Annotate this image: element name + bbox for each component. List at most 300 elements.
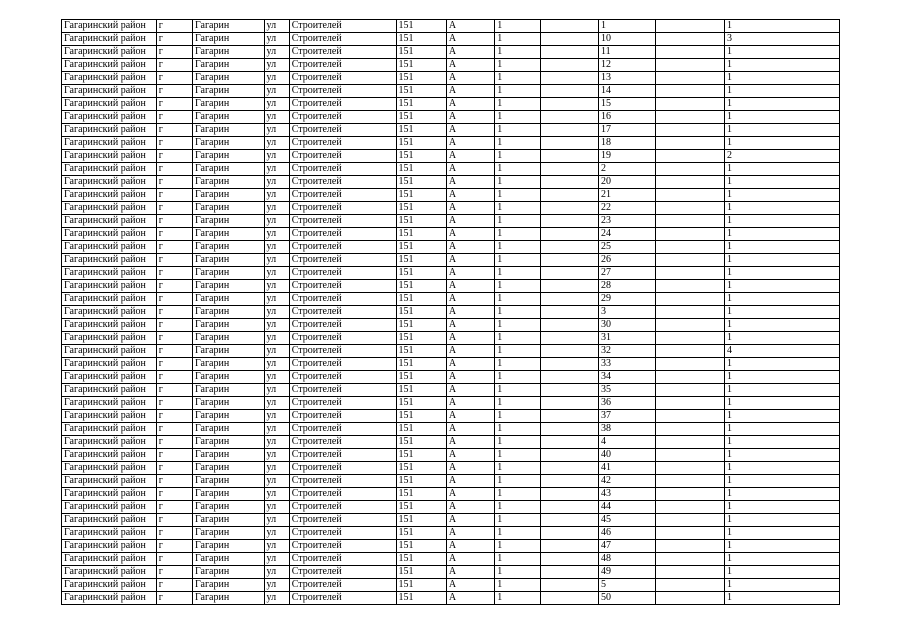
cell-c8: 1	[495, 475, 540, 488]
cell-c9	[540, 540, 598, 553]
cell-count: 1	[725, 410, 840, 423]
cell-c6: 151	[396, 46, 446, 59]
cell-c6: 151	[396, 33, 446, 46]
cell-city-type: г	[156, 85, 192, 98]
cell-c8: 1	[495, 72, 540, 85]
cell-street-type: ул	[264, 306, 289, 319]
cell-c9	[540, 410, 598, 423]
cell-street: Строителей	[289, 33, 396, 46]
cell-c7: А	[446, 280, 494, 293]
cell-c8: 1	[495, 202, 540, 215]
cell-c11	[656, 488, 725, 501]
table-row	[62, 449, 840, 462]
cell-city-type: г	[156, 124, 192, 137]
cell-c7: А	[446, 319, 494, 332]
cell-house: 46	[599, 527, 656, 540]
cell-street: Строителей	[289, 462, 396, 475]
cell-c11	[656, 306, 725, 319]
cell-city-type: г	[156, 20, 192, 33]
cell-house: 2	[599, 163, 656, 176]
cell-house: 13	[599, 72, 656, 85]
cell-c9	[540, 527, 598, 540]
cell-c7: А	[446, 254, 494, 267]
cell-street-type: ул	[264, 527, 289, 540]
cell-city: Гагарин	[192, 46, 264, 59]
table-row	[62, 358, 840, 371]
cell-street: Строителей	[289, 371, 396, 384]
cell-c8: 1	[495, 566, 540, 579]
cell-house: 45	[599, 514, 656, 527]
cell-c8: 1	[495, 579, 540, 592]
cell-street-type: ул	[264, 85, 289, 98]
cell-c7: А	[446, 514, 494, 527]
cell-count: 1	[725, 332, 840, 345]
cell-c6: 151	[396, 514, 446, 527]
cell-street: Строителей	[289, 475, 396, 488]
cell-count: 1	[725, 254, 840, 267]
cell-city-type: г	[156, 319, 192, 332]
cell-street-type: ул	[264, 579, 289, 592]
cell-c7: А	[446, 306, 494, 319]
cell-street: Строителей	[289, 332, 396, 345]
cell-c7: А	[446, 98, 494, 111]
cell-c8: 1	[495, 293, 540, 306]
cell-house: 44	[599, 501, 656, 514]
cell-city: Гагарин	[192, 33, 264, 46]
cell-street-type: ул	[264, 59, 289, 72]
cell-street-type: ул	[264, 33, 289, 46]
cell-c7: А	[446, 293, 494, 306]
cell-street-type: ул	[264, 163, 289, 176]
cell-city: Гагарин	[192, 98, 264, 111]
table-row	[62, 319, 840, 332]
cell-c8: 1	[495, 592, 540, 605]
cell-house: 14	[599, 85, 656, 98]
cell-district: Гагаринский район	[62, 111, 157, 124]
cell-city-type: г	[156, 501, 192, 514]
cell-count: 1	[725, 137, 840, 150]
cell-c8: 1	[495, 384, 540, 397]
table-row	[62, 33, 840, 46]
table-row	[62, 46, 840, 59]
cell-c6: 151	[396, 592, 446, 605]
cell-house: 18	[599, 137, 656, 150]
cell-house: 34	[599, 371, 656, 384]
table-row	[62, 280, 840, 293]
cell-street-type: ул	[264, 111, 289, 124]
cell-c9	[540, 72, 598, 85]
table-row	[62, 176, 840, 189]
cell-city: Гагарин	[192, 527, 264, 540]
cell-c6: 151	[396, 488, 446, 501]
cell-street-type: ул	[264, 215, 289, 228]
cell-count: 1	[725, 436, 840, 449]
cell-c11	[656, 202, 725, 215]
cell-c9	[540, 423, 598, 436]
cell-c9	[540, 176, 598, 189]
cell-c9	[540, 553, 598, 566]
table-row	[62, 423, 840, 436]
cell-street-type: ул	[264, 371, 289, 384]
cell-district: Гагаринский район	[62, 345, 157, 358]
cell-city-type: г	[156, 111, 192, 124]
cell-c11	[656, 228, 725, 241]
cell-c9	[540, 228, 598, 241]
cell-city-type: г	[156, 254, 192, 267]
cell-c6: 151	[396, 137, 446, 150]
cell-city: Гагарин	[192, 540, 264, 553]
cell-c7: А	[446, 410, 494, 423]
cell-house: 4	[599, 436, 656, 449]
cell-c8: 1	[495, 228, 540, 241]
table-row	[62, 488, 840, 501]
cell-c9	[540, 137, 598, 150]
table-row	[62, 20, 840, 33]
cell-c6: 151	[396, 319, 446, 332]
cell-district: Гагаринский район	[62, 306, 157, 319]
cell-city: Гагарин	[192, 293, 264, 306]
cell-c11	[656, 59, 725, 72]
cell-c6: 151	[396, 397, 446, 410]
cell-c11	[656, 371, 725, 384]
cell-street: Строителей	[289, 150, 396, 163]
table-row	[62, 293, 840, 306]
cell-c6: 151	[396, 540, 446, 553]
cell-c11	[656, 189, 725, 202]
cell-c7: А	[446, 540, 494, 553]
cell-c6: 151	[396, 475, 446, 488]
cell-district: Гагаринский район	[62, 228, 157, 241]
cell-street: Строителей	[289, 124, 396, 137]
table-row	[62, 384, 840, 397]
cell-c6: 151	[396, 371, 446, 384]
cell-c9	[540, 215, 598, 228]
cell-c6: 151	[396, 423, 446, 436]
cell-district: Гагаринский район	[62, 280, 157, 293]
cell-c7: А	[446, 345, 494, 358]
cell-c7: А	[446, 215, 494, 228]
cell-c7: А	[446, 150, 494, 163]
cell-house: 43	[599, 488, 656, 501]
cell-c11	[656, 111, 725, 124]
cell-city-type: г	[156, 189, 192, 202]
cell-city-type: г	[156, 371, 192, 384]
cell-c7: А	[446, 241, 494, 254]
cell-c6: 151	[396, 85, 446, 98]
cell-c9	[540, 150, 598, 163]
cell-c9	[540, 85, 598, 98]
cell-c7: А	[446, 462, 494, 475]
cell-c11	[656, 150, 725, 163]
cell-city: Гагарин	[192, 384, 264, 397]
cell-c11	[656, 176, 725, 189]
table-row	[62, 98, 840, 111]
cell-street-type: ул	[264, 20, 289, 33]
cell-c11	[656, 423, 725, 436]
cell-c7: А	[446, 358, 494, 371]
cell-c11	[656, 436, 725, 449]
cell-street: Строителей	[289, 319, 396, 332]
cell-c9	[540, 449, 598, 462]
cell-street-type: ул	[264, 475, 289, 488]
cell-street-type: ул	[264, 293, 289, 306]
cell-city-type: г	[156, 423, 192, 436]
cell-street: Строителей	[289, 345, 396, 358]
cell-c11	[656, 410, 725, 423]
cell-city-type: г	[156, 215, 192, 228]
cell-street-type: ул	[264, 423, 289, 436]
cell-c8: 1	[495, 514, 540, 527]
cell-c7: А	[446, 423, 494, 436]
cell-city-type: г	[156, 137, 192, 150]
cell-city-type: г	[156, 527, 192, 540]
cell-c7: А	[446, 137, 494, 150]
cell-district: Гагаринский район	[62, 33, 157, 46]
cell-c7: А	[446, 371, 494, 384]
cell-c8: 1	[495, 397, 540, 410]
cell-street: Строителей	[289, 98, 396, 111]
cell-c9	[540, 371, 598, 384]
cell-count: 1	[725, 306, 840, 319]
table-row	[62, 163, 840, 176]
table-row	[62, 189, 840, 202]
cell-c11	[656, 85, 725, 98]
cell-c8: 1	[495, 163, 540, 176]
cell-city: Гагарин	[192, 345, 264, 358]
cell-c11	[656, 358, 725, 371]
cell-count: 1	[725, 488, 840, 501]
cell-city: Гагарин	[192, 215, 264, 228]
cell-street: Строителей	[289, 514, 396, 527]
cell-count: 1	[725, 163, 840, 176]
cell-house: 21	[599, 189, 656, 202]
cell-street-type: ул	[264, 319, 289, 332]
cell-count: 1	[725, 384, 840, 397]
cell-c9	[540, 111, 598, 124]
cell-count: 3	[725, 33, 840, 46]
cell-c7: А	[446, 59, 494, 72]
cell-c7: А	[446, 267, 494, 280]
cell-c7: А	[446, 124, 494, 137]
cell-house: 33	[599, 358, 656, 371]
cell-house: 50	[599, 592, 656, 605]
cell-c11	[656, 553, 725, 566]
cell-c7: А	[446, 202, 494, 215]
cell-count: 1	[725, 176, 840, 189]
cell-street-type: ул	[264, 176, 289, 189]
cell-c8: 1	[495, 267, 540, 280]
table-row	[62, 475, 840, 488]
cell-c6: 151	[396, 332, 446, 345]
cell-house: 31	[599, 332, 656, 345]
cell-c7: А	[446, 332, 494, 345]
cell-c6: 151	[396, 176, 446, 189]
cell-city: Гагарин	[192, 514, 264, 527]
cell-house: 23	[599, 215, 656, 228]
cell-city-type: г	[156, 72, 192, 85]
cell-count: 1	[725, 423, 840, 436]
cell-district: Гагаринский район	[62, 254, 157, 267]
cell-district: Гагаринский район	[62, 449, 157, 462]
cell-district: Гагаринский район	[62, 410, 157, 423]
cell-c8: 1	[495, 254, 540, 267]
cell-city-type: г	[156, 540, 192, 553]
cell-district: Гагаринский район	[62, 397, 157, 410]
cell-district: Гагаринский район	[62, 514, 157, 527]
cell-city-type: г	[156, 579, 192, 592]
cell-house: 1	[599, 20, 656, 33]
cell-c8: 1	[495, 462, 540, 475]
cell-district: Гагаринский район	[62, 124, 157, 137]
table-row	[62, 566, 840, 579]
cell-c11	[656, 384, 725, 397]
table-row	[62, 371, 840, 384]
cell-street-type: ул	[264, 501, 289, 514]
cell-c7: А	[446, 111, 494, 124]
cell-count: 1	[725, 215, 840, 228]
cell-street-type: ул	[264, 241, 289, 254]
cell-count: 1	[725, 46, 840, 59]
cell-c7: А	[446, 20, 494, 33]
cell-c7: А	[446, 488, 494, 501]
cell-house: 10	[599, 33, 656, 46]
table-row	[62, 514, 840, 527]
cell-c8: 1	[495, 189, 540, 202]
table-row	[62, 137, 840, 150]
cell-city-type: г	[156, 280, 192, 293]
cell-c8: 1	[495, 46, 540, 59]
cell-street-type: ул	[264, 397, 289, 410]
cell-count: 1	[725, 501, 840, 514]
cell-district: Гагаринский район	[62, 46, 157, 59]
cell-c6: 151	[396, 293, 446, 306]
cell-c8: 1	[495, 306, 540, 319]
table-row	[62, 579, 840, 592]
cell-city-type: г	[156, 592, 192, 605]
cell-street: Строителей	[289, 176, 396, 189]
cell-city: Гагарин	[192, 332, 264, 345]
cell-c11	[656, 280, 725, 293]
cell-count: 1	[725, 280, 840, 293]
cell-c6: 151	[396, 527, 446, 540]
cell-district: Гагаринский район	[62, 98, 157, 111]
cell-street: Строителей	[289, 202, 396, 215]
cell-city: Гагарин	[192, 150, 264, 163]
cell-street: Строителей	[289, 488, 396, 501]
cell-c9	[540, 59, 598, 72]
cell-c9	[540, 189, 598, 202]
cell-c11	[656, 397, 725, 410]
cell-city-type: г	[156, 98, 192, 111]
cell-house: 26	[599, 254, 656, 267]
cell-c8: 1	[495, 436, 540, 449]
cell-district: Гагаринский район	[62, 319, 157, 332]
cell-c9	[540, 267, 598, 280]
cell-street: Строителей	[289, 85, 396, 98]
cell-city: Гагарин	[192, 163, 264, 176]
cell-district: Гагаринский район	[62, 475, 157, 488]
cell-c11	[656, 98, 725, 111]
cell-district: Гагаринский район	[62, 488, 157, 501]
cell-house: 47	[599, 540, 656, 553]
cell-city: Гагарин	[192, 488, 264, 501]
cell-district: Гагаринский район	[62, 150, 157, 163]
cell-c8: 1	[495, 20, 540, 33]
cell-c8: 1	[495, 280, 540, 293]
cell-c7: А	[446, 397, 494, 410]
cell-street-type: ул	[264, 345, 289, 358]
cell-c8: 1	[495, 488, 540, 501]
cell-c8: 1	[495, 449, 540, 462]
cell-street: Строителей	[289, 397, 396, 410]
cell-c8: 1	[495, 85, 540, 98]
cell-c11	[656, 293, 725, 306]
cell-count: 1	[725, 319, 840, 332]
cell-c9	[540, 124, 598, 137]
cell-street-type: ул	[264, 514, 289, 527]
cell-c11	[656, 345, 725, 358]
cell-street: Строителей	[289, 59, 396, 72]
cell-c9	[540, 488, 598, 501]
cell-city: Гагарин	[192, 579, 264, 592]
cell-city-type: г	[156, 436, 192, 449]
cell-c9	[540, 332, 598, 345]
table-body	[62, 20, 840, 605]
cell-street: Строителей	[289, 410, 396, 423]
cell-count: 1	[725, 85, 840, 98]
cell-count: 1	[725, 267, 840, 280]
cell-street: Строителей	[289, 189, 396, 202]
cell-c9	[540, 33, 598, 46]
cell-city-type: г	[156, 449, 192, 462]
cell-street-type: ул	[264, 189, 289, 202]
table-row	[62, 241, 840, 254]
cell-street: Строителей	[289, 20, 396, 33]
cell-count: 1	[725, 527, 840, 540]
cell-c8: 1	[495, 345, 540, 358]
cell-c7: А	[446, 592, 494, 605]
cell-c11	[656, 46, 725, 59]
cell-city: Гагарин	[192, 202, 264, 215]
cell-c6: 151	[396, 98, 446, 111]
cell-count: 1	[725, 566, 840, 579]
cell-street: Строителей	[289, 215, 396, 228]
cell-c9	[540, 98, 598, 111]
cell-c6: 151	[396, 384, 446, 397]
cell-street: Строителей	[289, 384, 396, 397]
cell-district: Гагаринский район	[62, 462, 157, 475]
cell-district: Гагаринский район	[62, 371, 157, 384]
cell-city-type: г	[156, 566, 192, 579]
cell-street: Строителей	[289, 241, 396, 254]
cell-c9	[540, 46, 598, 59]
cell-city: Гагарин	[192, 475, 264, 488]
cell-city-type: г	[156, 514, 192, 527]
cell-c8: 1	[495, 111, 540, 124]
cell-c9	[540, 384, 598, 397]
cell-street: Строителей	[289, 280, 396, 293]
cell-c7: А	[446, 501, 494, 514]
table-row	[62, 592, 840, 605]
table-row	[62, 436, 840, 449]
cell-c9	[540, 280, 598, 293]
table-row	[62, 527, 840, 540]
cell-c7: А	[446, 384, 494, 397]
cell-c6: 151	[396, 254, 446, 267]
table-row	[62, 111, 840, 124]
table-row	[62, 397, 840, 410]
cell-c8: 1	[495, 124, 540, 137]
